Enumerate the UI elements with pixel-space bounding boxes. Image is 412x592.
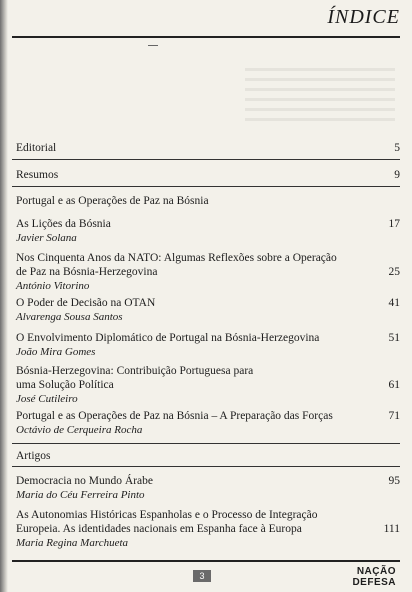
toc-page-number: 51 — [388, 332, 400, 344]
toc-entry-author: Alvarenga Sousa Santos — [16, 311, 123, 323]
toc-page-number: 9 — [394, 169, 400, 181]
toc-page-number: 17 — [388, 218, 400, 230]
toc-entry[interactable] — [16, 331, 400, 359]
toc-entry-author: Maria do Céu Ferreira Pinto — [16, 489, 145, 501]
toc-page-number: 111 — [383, 523, 400, 535]
toc-entry-title: Nos Cinquenta Anos da NATO: Algumas Reflexões sobre a Operação de Paz na Bósnia-Herzegovina — [16, 252, 337, 278]
divider — [12, 443, 400, 444]
toc-entry[interactable] — [16, 508, 400, 550]
toc-entry-title: Portugal e as Operações de Paz na Bósnia – A Preparação das Forças — [16, 410, 333, 422]
toc-entry-author: António Vitorino — [16, 280, 90, 292]
toc-entry-author: Octávio de Cerqueira Rocha — [16, 424, 143, 436]
logo-line-1: NAÇÃO — [356, 566, 396, 577]
toc-page-number: 95 — [388, 475, 400, 487]
section-heading-artigos: Artigos — [16, 450, 51, 462]
section-heading-portugal: Portugal e as Operações de Paz na Bósnia — [16, 195, 209, 207]
toc-page-number: 41 — [388, 297, 400, 309]
toc-page-number: 5 — [394, 142, 400, 154]
toc-entry-author: José Cutileiro — [16, 393, 78, 405]
toc-section-label: Resumos — [16, 169, 59, 181]
top-rule — [12, 36, 400, 38]
divider — [12, 159, 400, 160]
page-title: ÍNDICE — [327, 6, 400, 28]
toc-entry-title: As Lições da Bósnia — [16, 218, 111, 230]
toc-entry[interactable] — [16, 296, 400, 324]
divider — [12, 466, 400, 467]
divider — [12, 186, 400, 187]
toc-page-number: 61 — [388, 379, 400, 391]
bottom-rule — [12, 560, 400, 562]
toc-entry-title: O Envolvimento Diplomático de Portugal na Bósnia-Herzegovina — [16, 332, 320, 344]
logo-line-2: DEFESA — [352, 577, 396, 588]
toc-entry[interactable] — [16, 251, 400, 293]
bleed-through-text — [245, 68, 395, 128]
toc-entry[interactable] — [16, 409, 400, 437]
page-spine-shadow — [0, 0, 8, 592]
toc-entry[interactable] — [16, 364, 400, 406]
toc-entry[interactable] — [16, 474, 400, 502]
toc-row-editorial[interactable] — [16, 141, 400, 155]
toc-page-number: 25 — [388, 266, 400, 278]
toc-row-resumos[interactable] — [16, 168, 400, 182]
toc-entry-title: As Autonomias Históricas Espanholas e o Processo de Integração Europeia. As identidades nacionais em Espanha face à Europa — [16, 509, 318, 535]
toc-entry-title: Democracia no Mundo Árabe — [16, 475, 153, 487]
toc-entry-author: João Mira Gomes — [16, 346, 96, 358]
toc-section-label: Editorial — [16, 142, 57, 154]
toc-entry-author: Javier Solana — [16, 232, 77, 244]
print-mark — [148, 45, 158, 46]
toc-entry-title: O Poder de Decisão na OTAN — [16, 297, 156, 309]
folio-page-number: 3 — [193, 570, 211, 582]
nacao-defesa-logo — [352, 566, 396, 588]
toc-entry[interactable] — [16, 217, 400, 245]
toc-entry-author: Maria Regina Marchueta — [16, 537, 129, 549]
toc-entry-title: Bósnia-Herzegovina: Contribuição Portuguesa para uma Solução Política — [16, 365, 254, 391]
toc-page-number: 71 — [388, 410, 400, 422]
